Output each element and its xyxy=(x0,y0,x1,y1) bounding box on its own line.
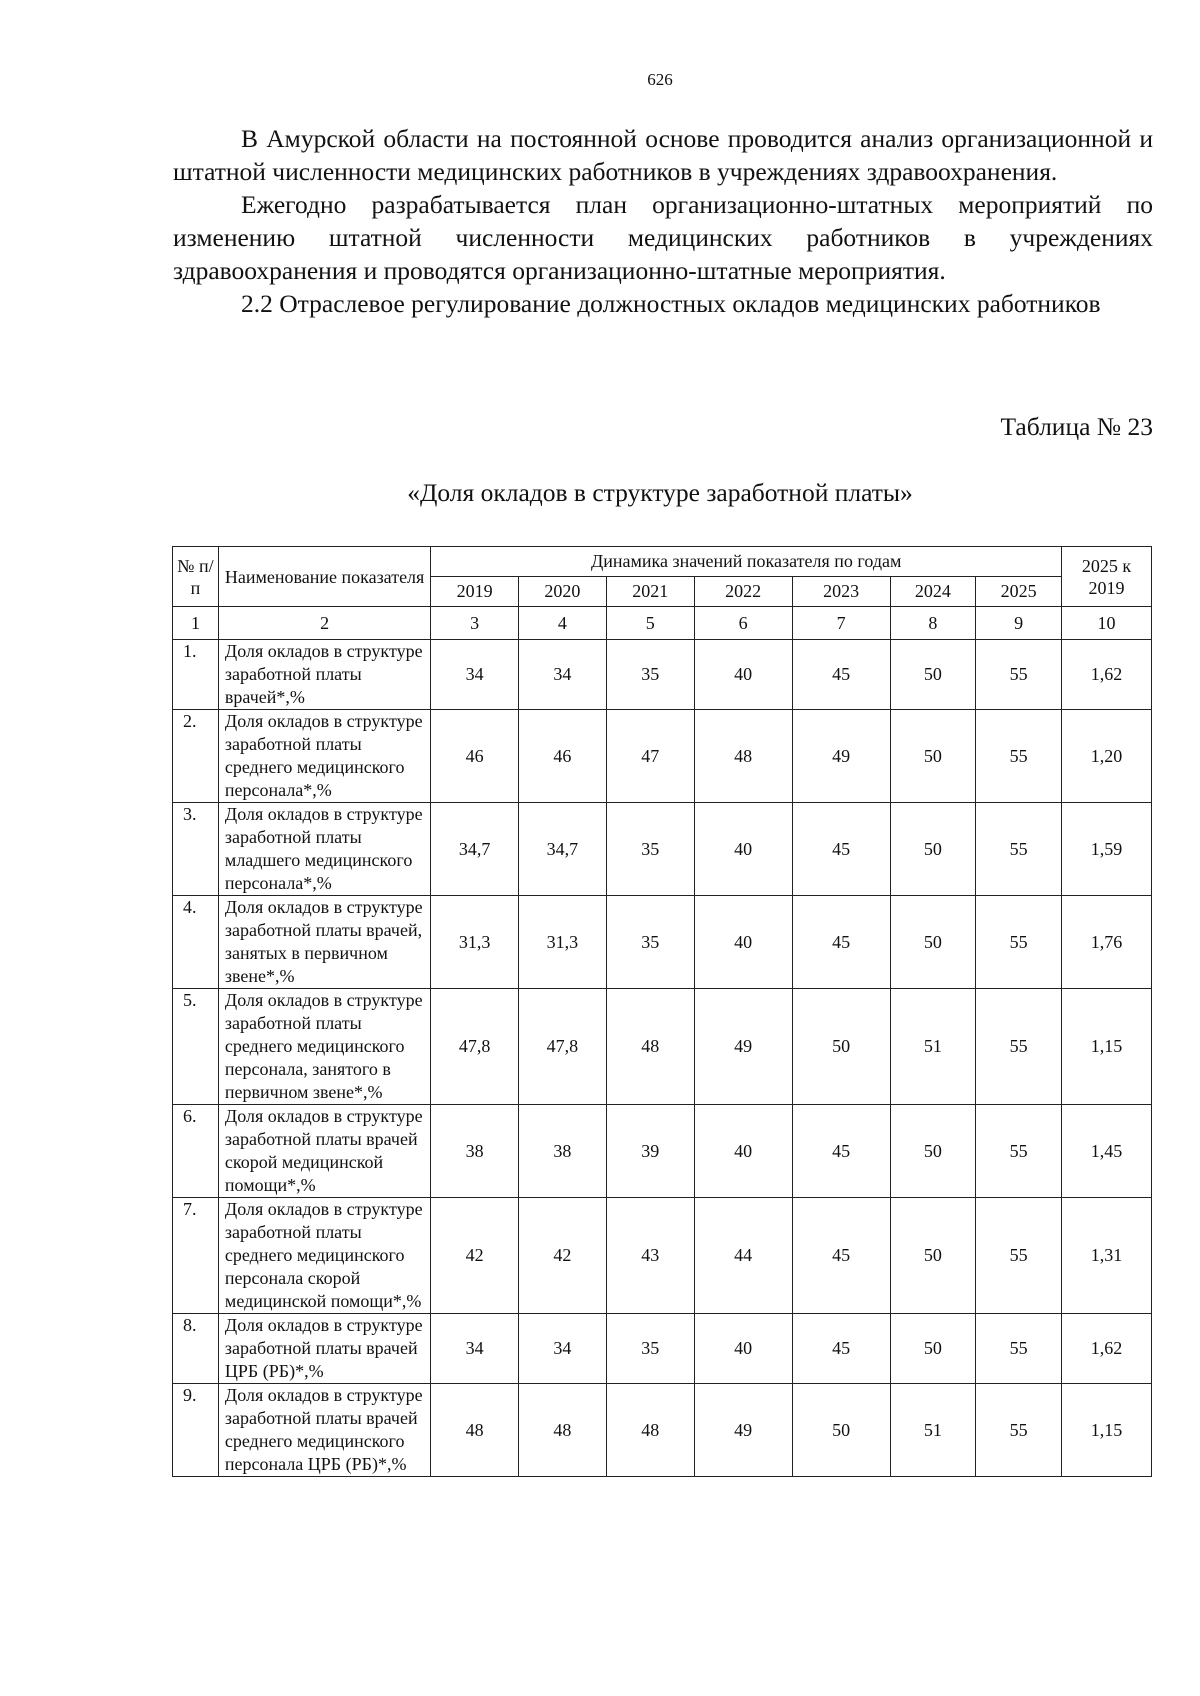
table-body xyxy=(173,640,1152,1477)
ratio-value: 1,62 xyxy=(1062,1314,1152,1384)
header-year: 2023 xyxy=(792,577,890,607)
year-value: 40 xyxy=(694,1105,792,1198)
year-value: 35 xyxy=(606,803,694,896)
year-value: 39 xyxy=(606,1105,694,1198)
table-row xyxy=(173,710,1152,803)
year-value: 55 xyxy=(976,803,1062,896)
indicator-name: Доля окладов в структуре заработной платы среднего медицинского персонала, занятого в первичном звене*,% xyxy=(218,989,430,1105)
header-dynamics: Динамика значений показателя по годам xyxy=(431,547,1062,577)
ratio-value: 1,31 xyxy=(1062,1198,1152,1314)
year-value: 50 xyxy=(890,710,976,803)
year-value: 51 xyxy=(890,989,976,1105)
indicator-name: Доля окладов в структуре заработной платы младшего медицинского персонала*,% xyxy=(218,803,430,896)
column-index: 8 xyxy=(890,607,976,640)
header-year: 2024 xyxy=(890,577,976,607)
page-number: 626 xyxy=(647,70,673,89)
table-row xyxy=(173,1384,1152,1477)
section-heading: 2.2 Отраслевое регулирование должностных окладов медицинских работников xyxy=(241,289,1101,318)
year-value: 47 xyxy=(606,710,694,803)
column-index-row xyxy=(173,607,1152,640)
header-year: 2019 xyxy=(431,577,519,607)
column-index: 3 xyxy=(431,607,519,640)
ratio-value: 1,20 xyxy=(1062,710,1152,803)
year-value: 31,3 xyxy=(431,896,519,989)
indicator-name: Доля окладов в структуре заработной платы врачей скорой медицинской помощи*,% xyxy=(218,1105,430,1198)
indicator-name: Доля окладов в структуре заработной платы среднего медицинского персонала скорой медицинской помощи*,% xyxy=(218,1198,430,1314)
row-number: 3. xyxy=(173,803,219,896)
year-value: 45 xyxy=(792,896,890,989)
year-value: 50 xyxy=(890,1314,976,1384)
year-value: 46 xyxy=(431,710,519,803)
year-value: 35 xyxy=(606,1314,694,1384)
header-year: 2025 xyxy=(976,577,1062,607)
table-number: Таблица № 23 xyxy=(1000,412,1153,441)
year-value: 48 xyxy=(519,1384,607,1477)
year-value: 48 xyxy=(694,710,792,803)
year-value: 43 xyxy=(606,1198,694,1314)
year-value: 55 xyxy=(976,989,1062,1105)
year-value: 35 xyxy=(606,896,694,989)
header-year: 2022 xyxy=(694,577,792,607)
column-index: 6 xyxy=(694,607,792,640)
ratio-value: 1,15 xyxy=(1062,1384,1152,1477)
year-value: 49 xyxy=(694,1384,792,1477)
column-index: 1 xyxy=(173,607,219,640)
year-value: 55 xyxy=(976,1384,1062,1477)
year-value: 45 xyxy=(792,1105,890,1198)
row-number: 7. xyxy=(173,1198,219,1314)
year-value: 50 xyxy=(890,896,976,989)
year-value: 45 xyxy=(792,1314,890,1384)
ratio-value: 1,15 xyxy=(1062,989,1152,1105)
year-value: 45 xyxy=(792,640,890,710)
body-text xyxy=(173,122,1153,320)
row-number: 8. xyxy=(173,1314,219,1384)
year-value: 34 xyxy=(519,640,607,710)
year-value: 38 xyxy=(431,1105,519,1198)
indicator-name: Доля окладов в структуре заработной платы врачей*,% xyxy=(218,640,430,710)
year-value: 34,7 xyxy=(431,803,519,896)
year-value: 48 xyxy=(606,1384,694,1477)
year-value: 42 xyxy=(431,1198,519,1314)
year-value: 50 xyxy=(890,1105,976,1198)
year-value: 34 xyxy=(519,1314,607,1384)
row-number: 4. xyxy=(173,896,219,989)
column-index: 2 xyxy=(218,607,430,640)
salary-structure-table xyxy=(172,546,1152,1477)
header-ratio: 2025 к 2019 xyxy=(1062,547,1152,607)
header-year: 2021 xyxy=(606,577,694,607)
row-number: 1. xyxy=(173,640,219,710)
indicator-name: Доля окладов в структуре заработной платы врачей ЦРБ (РБ)*,% xyxy=(218,1314,430,1384)
year-value: 50 xyxy=(890,1198,976,1314)
year-value: 34,7 xyxy=(519,803,607,896)
row-number: 6. xyxy=(173,1105,219,1198)
paragraph-2: Ежегодно разрабатывается план организационно-штатных мероприятий по изменению штатной численности медицинских работников в учреждениях здравоохранения и проводятся организационно-штатные мероприятия. xyxy=(173,190,1153,285)
table-row xyxy=(173,1198,1152,1314)
year-value: 35 xyxy=(606,640,694,710)
table-row xyxy=(173,989,1152,1105)
column-index: 5 xyxy=(606,607,694,640)
year-value: 49 xyxy=(694,989,792,1105)
year-value: 49 xyxy=(792,710,890,803)
year-value: 40 xyxy=(694,640,792,710)
table-row xyxy=(173,896,1152,989)
year-value: 55 xyxy=(976,640,1062,710)
indicator-name: Доля окладов в структуре заработной платы среднего медицинского персонала*,% xyxy=(218,710,430,803)
year-value: 47,8 xyxy=(431,989,519,1105)
year-value: 50 xyxy=(890,803,976,896)
header-year: 2020 xyxy=(519,577,607,607)
year-value: 44 xyxy=(694,1198,792,1314)
column-index: 7 xyxy=(792,607,890,640)
year-value: 50 xyxy=(792,989,890,1105)
year-value: 42 xyxy=(519,1198,607,1314)
year-value: 50 xyxy=(890,640,976,710)
year-value: 55 xyxy=(976,1105,1062,1198)
year-value: 40 xyxy=(694,803,792,896)
ratio-value: 1,59 xyxy=(1062,803,1152,896)
year-value: 48 xyxy=(606,989,694,1105)
year-value: 55 xyxy=(976,896,1062,989)
table-row xyxy=(173,640,1152,710)
year-value: 31,3 xyxy=(519,896,607,989)
year-value: 40 xyxy=(694,1314,792,1384)
year-value: 34 xyxy=(431,640,519,710)
year-value: 55 xyxy=(976,1198,1062,1314)
year-value: 40 xyxy=(694,896,792,989)
year-value: 46 xyxy=(519,710,607,803)
paragraph-1: В Амурской области на постоянной основе проводится анализ организационной и штатной численности медицинских работников в учреждениях здравоохранения. xyxy=(173,124,1153,186)
column-index: 4 xyxy=(519,607,607,640)
year-value: 45 xyxy=(792,1198,890,1314)
indicator-name: Доля окладов в структуре заработной платы врачей, занятых в первичном звене*,% xyxy=(218,896,430,989)
year-value: 38 xyxy=(519,1105,607,1198)
indicator-name: Доля окладов в структуре заработной платы врачей среднего медицинского персонала ЦРБ (РБ)*,% xyxy=(218,1384,430,1477)
year-value: 51 xyxy=(890,1384,976,1477)
year-value: 45 xyxy=(792,803,890,896)
header-name: Наименование показателя xyxy=(218,547,430,607)
table-row xyxy=(173,1105,1152,1198)
table-title: «Доля окладов в структуре заработной платы» xyxy=(407,478,913,507)
row-number: 9. xyxy=(173,1384,219,1477)
year-value: 34 xyxy=(431,1314,519,1384)
year-value: 55 xyxy=(976,710,1062,803)
year-value: 48 xyxy=(431,1384,519,1477)
row-number: 5. xyxy=(173,989,219,1105)
year-value: 50 xyxy=(792,1384,890,1477)
year-value: 47,8 xyxy=(519,989,607,1105)
ratio-value: 1,62 xyxy=(1062,640,1152,710)
table-row xyxy=(173,803,1152,896)
row-number: 2. xyxy=(173,710,219,803)
column-index: 9 xyxy=(976,607,1062,640)
ratio-value: 1,45 xyxy=(1062,1105,1152,1198)
ratio-value: 1,76 xyxy=(1062,896,1152,989)
year-value: 55 xyxy=(976,1314,1062,1384)
table-row xyxy=(173,1314,1152,1384)
column-index: 10 xyxy=(1062,607,1152,640)
header-num: № п/п xyxy=(173,547,219,607)
